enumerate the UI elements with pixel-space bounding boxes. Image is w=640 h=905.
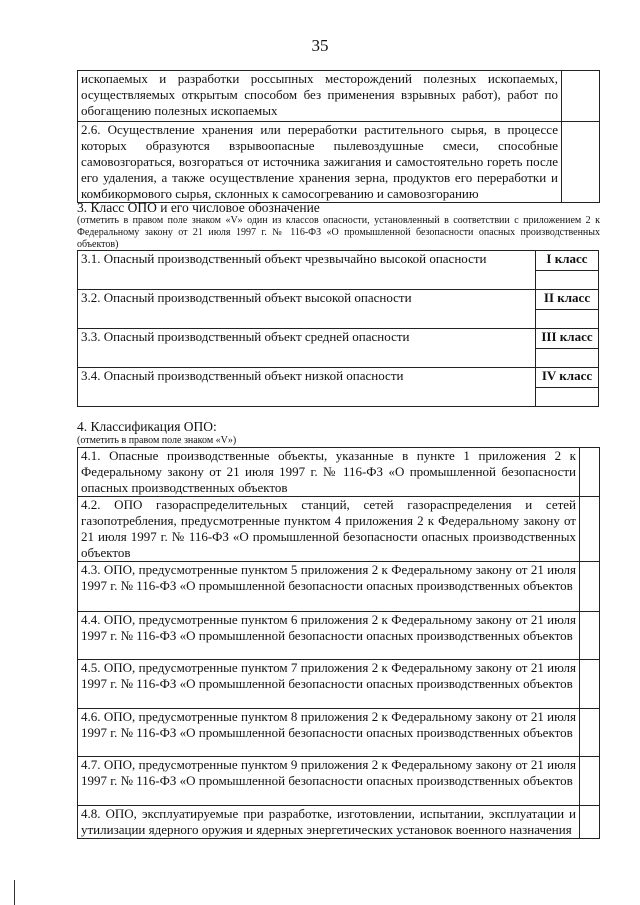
class-label: IV класс	[536, 368, 599, 388]
classification-row-text: 4.2. ОПО газораспределительных станций, сетей газораспределения и сетей газопотребления, предусмотренные пунктом 4 приложения 2 к Федеральному закону от 21 июля 1997 г. № 116-ФЗ «О промышленной безопасности опасных производственных объектов	[78, 497, 580, 562]
classification-row-text: 4.6. ОПО, предусмотренные пунктом 8 приложения 2 к Федеральному закону от 21 июля 1997 г. № 116-ФЗ «О промышленной безопасности опасных производственных объектов	[78, 709, 580, 757]
class-checkbox[interactable]	[536, 271, 599, 290]
class-label: II класс	[536, 290, 599, 310]
class-checkbox[interactable]	[536, 349, 599, 368]
scan-margin-mark	[14, 880, 15, 905]
checkbox-cell[interactable]	[580, 660, 600, 709]
class-label: I класс	[536, 251, 599, 271]
classification-row-text: 4.5. ОПО, предусмотренные пунктом 7 приложения 2 к Федеральному закону от 21 июля 1997 г. № 116-ФЗ «О промышленной безопасности опасных производственных объектов	[78, 660, 580, 709]
section3-note: (отметить в правом поле знаком «V» один из классов опасности, установленный в соответствии с приложением 2 к Федеральному закону от 21 июля 1997 г. № 116-ФЗ «О промышленной безопасности опасных производственных объектов)	[77, 215, 600, 250]
classification-row-text: 4.4. ОПО, предусмотренные пунктом 6 приложения 2 к Федеральному закону от 21 июля 1997 г. № 116-ФЗ «О промышленной безопасности опасных производственных объектов	[78, 612, 580, 660]
row-text: 2.6. Осуществление хранения или переработки растительного сырья, в процессе которых образуются взрывоопасные пылевоздушные смеси, способные самовозгораться, возгораться от источника зажигания и самостоятельно гореть после его удаления, а также осуществление хранения зерна, продуктов его переработки и комбикормового сырья, склонных к самосогреванию и самовозгоранию	[78, 122, 562, 203]
checkbox-cell[interactable]	[580, 709, 600, 757]
section2-table	[77, 70, 600, 203]
classification-row-text: 4.1. Опасные производственные объекты, указанные в пункте 1 приложения 2 к Федеральному закону от 21 июля 1997 г. № 116-ФЗ «О промышленной безопасности опасных производственных объектов	[78, 448, 580, 497]
hazard-class-table	[77, 250, 599, 407]
section3-title: 3. Класс ОПО и его числовое обозначение	[77, 200, 320, 215]
class-row-text: 3.2. Опасный производственный объект высокой опасности	[78, 290, 536, 329]
checkbox-cell[interactable]	[580, 448, 600, 497]
classification-table	[77, 447, 600, 839]
classification-row-text: 4.8. ОПО, эксплуатируемые при разработке, изготовлении, испытании, эксплуатации и утилизации ядерного оружия и ядерных энергетических установок военного назначения	[78, 806, 580, 839]
classification-row-text: 4.7. ОПО, предусмотренные пунктом 9 приложения 2 к Федеральному закону от 21 июля 1997 г. № 116-ФЗ «О промышленной безопасности опасных производственных объектов	[78, 757, 580, 806]
class-row-text: 3.3. Опасный производственный объект средней опасности	[78, 329, 536, 368]
checkbox-cell[interactable]	[580, 757, 600, 806]
checkbox-cell[interactable]	[580, 497, 600, 562]
section4-title: 4. Классификация ОПО:	[77, 419, 217, 434]
section4-note: (отметить в правом поле знаком «V»)	[77, 435, 237, 446]
class-row-text: 3.4. Опасный производственный объект низкой опасности	[78, 368, 536, 407]
checkbox-cell[interactable]	[562, 71, 600, 122]
classification-row-text: 4.3. ОПО, предусмотренные пунктом 5 приложения 2 к Федеральному закону от 21 июля 1997 г. № 116-ФЗ «О промышленной безопасности опасных производственных объектов	[78, 562, 580, 612]
class-row-text: 3.1. Опасный производственный объект чрезвычайно высокой опасности	[78, 251, 536, 290]
row-text: ископаемых и разработки россыпных месторождений полезных ископаемых, осуществляемых открытым способом без применения взрывных работ), работ по обогащению полезных ископаемых	[78, 71, 562, 122]
class-label: III класс	[536, 329, 599, 349]
checkbox-cell[interactable]	[562, 122, 600, 203]
checkbox-cell[interactable]	[580, 612, 600, 660]
class-checkbox[interactable]	[536, 388, 599, 407]
class-checkbox[interactable]	[536, 310, 599, 329]
checkbox-cell[interactable]	[580, 562, 600, 612]
checkbox-cell[interactable]	[580, 806, 600, 839]
page-number: 35	[311, 36, 329, 55]
